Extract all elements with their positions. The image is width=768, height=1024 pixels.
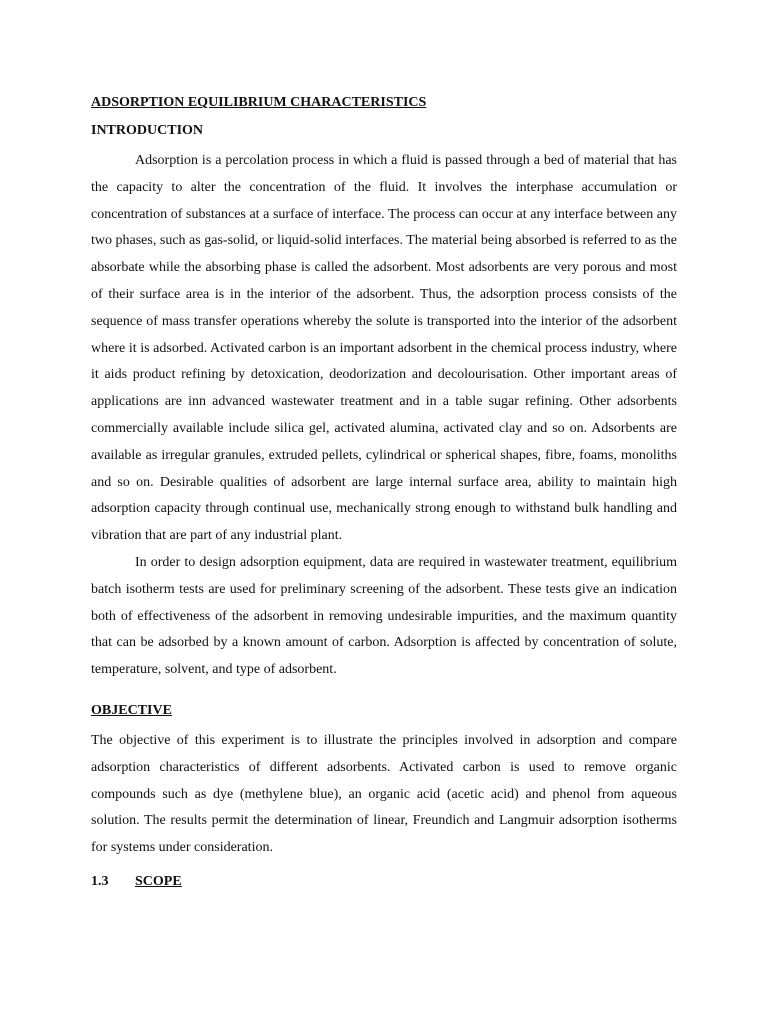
introduction-paragraph-1: Adsorption is a percolation process in which a fluid is passed through a bed of material that has the capacity to alter the concentration of the fluid. It involves the interphase accumulation or concentration of substances at a surface of interface. The process can occur at any interface between any two phases, such as gas-solid, or liquid-solid interfaces. The material being absorbed is referred to as the absorbate while the absorbing phase is called the adsorbent. Most adsorbents are very porous and most of their surface area is in the interior of the adsorbent. Thus, the adsorption process consists of the sequence of mass transfer operations whereby the solute is transported into the interior of the adsorbent where it is adsorbed. Activated carbon is an important adsorbent in the chemical process industry, where it aids product refining by detoxication, deodorization and decolourisation. Other important areas of applications are inn advanced wastewater treatment and in a table sugar refining. Other adsorbents commercially available include silica gel, activated alumina, activated clay and so on. Adsorbents are available as irregular granules, extruded pellets, cylindrical or spherical shapes, fibre, foams, monoliths and so on. Desirable qualities of adsorbent are large internal surface area, ability to maintain high adsorption capacity through continual use, mechanically strong enough to withstand bulk handling and vibration that are part of any industrial plant. [91, 153, 677, 544]
objective-paragraph: The objective of this experiment is to illustrate the principles involved in adsorption and compare adsorption characteristics of different adsorbents. Activated carbon is used to remove organic compounds such as dye (methylene blue), an organic acid (acetic acid) and phenol from aqueous solution. The results permit the determination of linear, Freundich and Langmuir adsorption isotherms for systems under consideration. [91, 732, 677, 856]
document-title: ADSORPTION EQUILIBRIUM CHARACTERISTICS [91, 95, 427, 110]
document-page [91, 92, 677, 890]
scope-number: 1.3 [91, 873, 109, 889]
scope-section-heading [91, 874, 677, 890]
introduction-heading: INTRODUCTION [91, 123, 204, 138]
objective-heading: OBJECTIVE [91, 702, 172, 718]
introduction-paragraph-2: In order to design adsorption equipment, data are required in wastewater treatment, equilibrium batch isotherm tests are used for preliminary screening of the adsorbent. These tests give an indication both of effectiveness of the adsorbent in removing undesirable impurities, and the maximum quantity that can be adsorbed by a known amount of carbon. Adsorption is affected by concentration of solute, temperature, solvent, and type of adsorbent. [91, 554, 677, 678]
scope-heading: SCOPE [135, 873, 182, 889]
